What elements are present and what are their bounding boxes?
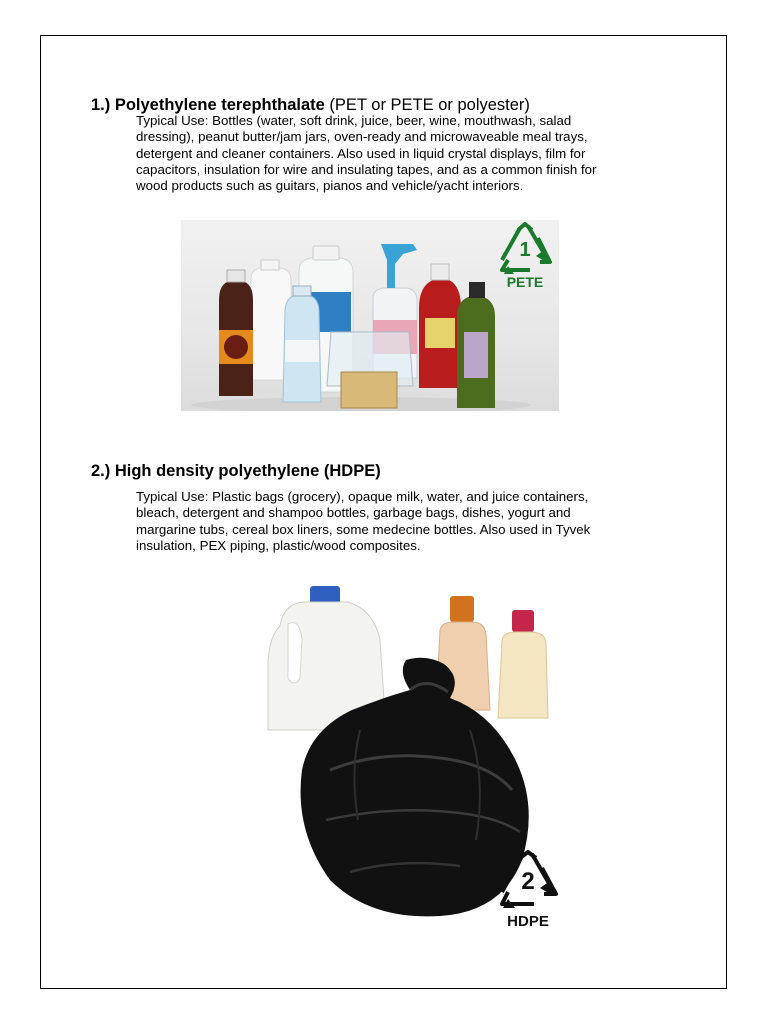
- hdpe-products-photo: [240, 580, 575, 935]
- text-line: Typical Use: Plastic bags (grocery), opaque milk, water, and juice containers,: [136, 489, 589, 504]
- hdpe-code-label: HDPE: [507, 913, 549, 930]
- pet-products-photo: [181, 220, 559, 411]
- pete-code-label: PETE: [506, 274, 544, 290]
- section-2-heading: [91, 461, 381, 481]
- text-line: dressing), peanut butter/jam jars, oven-ready and microwaveable meal trays,: [136, 129, 588, 145]
- section-2-typical-use: [136, 489, 681, 554]
- text-line: bleach, detergent and shampoo bottles, garbage bags, dishes, yogurt and: [136, 505, 571, 521]
- section-1-heading: [91, 95, 530, 115]
- hdpe-code-number: 2: [521, 868, 535, 895]
- pete-recycling-code: [492, 220, 558, 295]
- text-line: Typical Use: Bottles (water, soft drink, juice, beer, wine, mouthwash, salad: [136, 113, 572, 128]
- text-line: detergent and cleaner containers. Also used in liquid crystal displays, film for: [136, 145, 586, 161]
- section-1-heading-rest: (PET or PETE or polyester): [324, 96, 530, 114]
- section-2-heading-lead: 2.) High density polyethylene (HDPE): [91, 462, 381, 480]
- section-1-typical-use: [136, 113, 681, 194]
- text-line: margarine tubs, cereal box liners, some medecine bottles. Also used in Tyvek: [136, 521, 591, 537]
- text-line: capacitors, insulation for wire and insulating tapes, and as a common finish for: [136, 161, 597, 177]
- text-line: wood products such as guitars, pianos and vehicle/yacht interiors.: [136, 178, 524, 194]
- section-1-heading-lead: 1.) Polyethylene terephthalate: [91, 96, 325, 114]
- pete-code-number: 1: [519, 239, 531, 261]
- text-line: insulation, PEX piping, plastic/wood composites.: [136, 537, 421, 553]
- hdpe-recycling-code: [490, 848, 566, 932]
